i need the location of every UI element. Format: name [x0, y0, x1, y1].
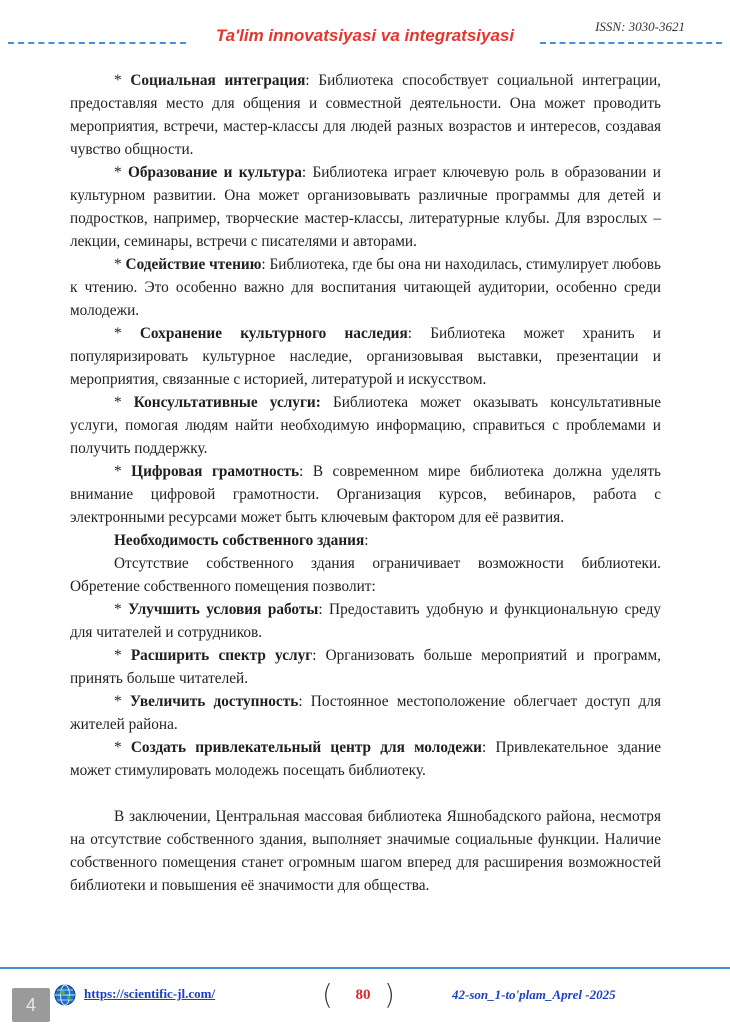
paragraph-heading: Содействие чтению	[125, 256, 262, 273]
header-divider-right	[540, 42, 722, 44]
paragraph-text: : Библиотека играет ключевую роль в образовании и культурном развитии. Она может организовывать различные программы для детей и подростков, например, творческие мастер-классы, литературные клубы. Для взрослых – лекции, семинары, встречи с писателями и авторами.	[70, 164, 661, 250]
paragraph-heading: Консультативные услуги:	[133, 394, 321, 411]
paragraph-text: : Библиотека может хранить и популяризировать культурное наследие, организовывая выставки, презентации и мероприятия, связанные с историей, литературой и искусством.	[70, 325, 661, 388]
paragraph: * Социальная интеграция: Библиотека способствует социальной интеграции, предоставляя место для общения и совместной деятельности. Она может проводить мероприятия, встречи, мастер-классы для людей разных возрастов и интересов, создавая чувство общности.	[70, 72, 662, 158]
paragraph-heading: Социальная интеграция	[130, 72, 306, 89]
issue-label: 42-son_1-to'plam_Aprel -2025	[452, 987, 616, 1002]
paragraph-text: Библиотека может оказывать консультативные услуги, помогая людям найти необходимую информацию, справиться с проблемами и получить поддержку.	[70, 394, 661, 457]
paragraph	[70, 552, 661, 598]
paragraph: * Образование и культура: Библиотека играет ключевую роль в образовании и культурном развитии. Она может организовывать различные программы для детей и подростков, например, творческие мастер-классы, литературные клубы. Для взрослых – лекции, семинары, встречи с писателями и авторами.	[70, 164, 661, 250]
section-heading	[70, 529, 661, 552]
paragraph: * Содействие чтению: Библиотека, где бы она ни находилась, стимулирует любовь к чтению. Это особенно важно для воспитания читающей аудитории, особенно среди молодежи.	[70, 256, 661, 319]
paragraph-text: : Организовать больше мероприятий и программ, принять больше читателей.	[70, 647, 661, 687]
paragraph-heading: Цифровая грамотность	[131, 463, 300, 480]
journal-title: Ta'lim innovatsiyasi va integratsiyasi	[215, 26, 515, 45]
footer-divider	[0, 967, 730, 969]
header-divider-left	[8, 42, 186, 44]
paragraph-text: Отсутствие собственного здания ограничивает возможности библиотеки. Обретение собственного помещения позволит:	[70, 555, 661, 595]
paragraph-text: : Привлекательное здание может стимулировать молодежь посещать библиотеку.	[70, 739, 661, 779]
paragraph-text: :	[364, 532, 369, 549]
paragraph-text: : В современном мире библиотека должна уделять внимание цифровой грамотности. Организация курсов, вебинаров, работа с электронными ресурсами может быть ключевым фактором для её развития.	[70, 463, 661, 526]
paragraph-heading: Расширить спектр услуг	[130, 647, 313, 664]
paragraph: * Увеличить доступность: Постоянное местоположение облегчает доступ для жителей района.	[70, 693, 662, 733]
page-number-right-bracket: )	[384, 978, 395, 1011]
paragraph: * Расширить спектр услуг: Организовать больше мероприятий и программ, принять больше читателей.	[70, 647, 661, 687]
issn-label: ISSN: 3030-3621	[595, 19, 685, 34]
paragraph: * Цифровая грамотность: В современном мире библиотека должна уделять внимание цифровой грамотности. Организация курсов, вебинаров, работа с электронными ресурсами может быть ключевым фактором для её развития.	[70, 463, 661, 526]
paragraph-heading: Сохранение культурного наследия	[139, 325, 408, 342]
paragraph-heading: Улучшить условия работы	[128, 601, 319, 618]
paragraph-heading: Создать привлекательный центр для молодежи	[130, 739, 482, 756]
paragraph: * Сохранение культурного наследия: Библиотека может хранить и популяризировать культурное наследие, организовывая выставки, презентации и мероприятия, связанные с историей, литературой и искусством.	[70, 325, 661, 388]
paragraph-text: : Постоянное местоположение облегчает доступ для жителей района.	[70, 693, 662, 733]
paragraph-heading: Необходимость собственного здания	[114, 532, 365, 549]
paragraph: * Консультативные услуги: Библиотека может оказывать консультативные услуги, помогая людям найти необходимую информацию, справиться с проблемами и получить поддержку.	[70, 394, 661, 457]
page-number-left-bracket: (	[322, 978, 333, 1011]
journal-website-link[interactable]: https://scientific-jl.com/	[84, 986, 216, 1001]
page-number: 80	[355, 987, 371, 1003]
globe-icon	[54, 984, 76, 1006]
paragraph-text: : Библиотека, где бы она ни находилась, стимулирует любовь к чтению. Это особенно важно для воспитания читающей аудитории, особенно среди молодежи.	[70, 256, 661, 319]
paragraph-heading: Увеличить доступность	[129, 693, 299, 710]
paragraph-heading: Образование и культура	[127, 164, 302, 181]
paragraph-text: : Предоставить удобную и функциональную среду для читателей и сотрудников.	[70, 601, 662, 641]
paragraph: * Улучшить условия работы: Предоставить удобную и функциональную среду для читателей и сотрудников.	[70, 601, 662, 641]
paragraph-text: : Библиотека способствует социальной интеграции, предоставляя место для общения и совместной деятельности. Она может проводить мероприятия, встречи, мастер-классы для людей разных возрастов и интересов, создавая чувство общности.	[70, 72, 662, 158]
paragraph: * Создать привлекательный центр для молодежи: Привлекательное здание может стимулировать молодежь посещать библиотеку.	[70, 739, 661, 779]
article-body	[70, 69, 661, 897]
conclusion-paragraph: В заключении, Центральная массовая библиотека Яшнобадского района, несмотря на отсутствие собственного здания, выполняет значимые социальные функции. Наличие собственного помещения станет огромным шагом вперед для расширения возможностей библиотеки и повышения её значимости для общества.	[70, 808, 661, 894]
page-tab[interactable]: 4	[12, 988, 50, 1022]
